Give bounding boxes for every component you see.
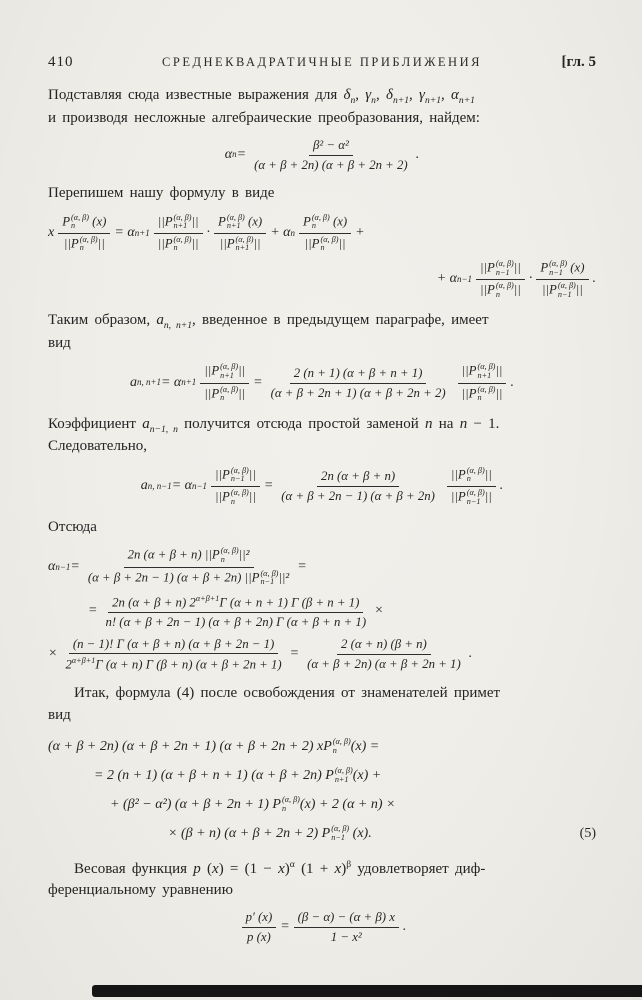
paragraph-substitute-expressions: Подставляя сюда известные выражения для $\delta_n$, $\gamma_n$, $\delta_{n+1}$, $\gamma_{n+1}$, $\alpha_{n+1}$ и производя несложные алгебраические преобразования, найдем:	[48, 87, 480, 126]
paragraph-formula-4-result: Итак, формула (4) после освобождения от знаменателей примет вид	[48, 685, 501, 723]
formula-recurrence-line-1: x P (α, β) n (x) ||P (α, β) n || = α n+1 ||P (α, β) n+1 || ||P (α, β) n || · P (α, β) n+1 (x) ||P (α, β) n+1 || + α n P (α, β) n (x) ||P (α, β) n || +	[48, 212, 365, 253]
formula-alpha-n	[48, 137, 596, 172]
paragraph-a-n-nplus1: Таким образом, $a_{n, n+1}$, введенное в предыдущем параграфе, имеет вид	[48, 312, 489, 352]
scan-edge-artifact	[92, 985, 642, 997]
formula-5-line-4	[48, 821, 596, 847]
running-title: СРЕДНЕКВАДРАТИЧНЫЕ ПРИБЛИЖЕНИЯ	[162, 55, 482, 69]
equation-number-5: (5)	[579, 825, 596, 841]
formula-weight-function-ode	[48, 909, 596, 944]
formula-weight-function-ode-line: p′ (x) p (x) = (β − α) − (α + β) x 1 − x² .	[48, 909, 596, 944]
formula-5-line-2: = 2 (n + 1) (α + β + n + 1) (α + β + 2n) P (α, β) n+1 (x) +	[94, 766, 382, 784]
page-header	[48, 54, 596, 71]
chapter-ref: [гл. 5	[561, 54, 596, 70]
formula-alpha-n-line: α n = β² − α² (α + β + 2n) (α + β + 2n + 2) .	[224, 137, 420, 172]
formula-5-line-1: (α + β + 2n) (α + β + 2n + 1) (α + β + 2n + 2) xP (α, β) n (x) =	[48, 737, 380, 755]
paragraph-coefficient-replacement: Коэффициент $a_{n-1, n}$ получится отсюда простой заменой n на n − 1. Следовательно,	[48, 415, 500, 455]
formula-a-n-nminus1	[48, 466, 596, 506]
page-number: 410	[48, 54, 74, 70]
formula-a-n-nplus1-line: a n, n+1 = α n+1 ||P (α, β) n+1 || ||P (α, β) n || = 2 (n + 1) (α + β + n + 1) (α + β + 2n + 1) (α + β + 2n + 2) ||P (α, β) n+1 || ||P (α, β) n || .	[130, 362, 514, 403]
formula-alpha-nminus1-line-2: = 2n (α + β + n) $2^{\alpha+\beta+1}\Gamma$ (α + n + 1) Γ (β + n + 1) n! (α + β + 2n − 1) (α + β + 2n) Γ (α + β + n + 1) ×	[88, 593, 384, 629]
formula-recurrence-expanded	[48, 213, 596, 300]
formula-5-recurrence-cleared	[48, 734, 596, 847]
paragraph-rewrite-formula: Перепишем нашу формулу в виде	[48, 185, 275, 202]
formula-5-line-4-body: × (β + n) (α + β + 2n + 2) P (α, β) n−1 (x).	[168, 824, 372, 842]
paragraph-hence: Отсюда	[48, 519, 97, 536]
paragraph-weight-function: Весовая функция p $(x) = (1 - x)^\alpha$ $(1 + x)^\beta$ удовлетворяет диф- ференциальному уравнению	[48, 858, 486, 899]
formula-alpha-nminus1-line-1: α n−1 = 2n (α + β + n) ||P (α, β) n ||² (α + β + 2n − 1) (α + β + 2n) ||P (α, β) n−1 ||² =	[48, 546, 307, 587]
formula-alpha-nminus1-derivation	[48, 546, 596, 672]
formula-recurrence-line-2: + α n−1 ||P (α, β) n−1 || ||P (α, β) n || · P (α, β) n−1 (x) ||P (α, β) n−1 || .	[436, 259, 596, 299]
formula-a-n-nminus1-line: a n, n−1 = α n−1 ||P (α, β) n−1 || ||P (α, β) n || = 2n (α + β + n) (α + β + 2n − 1) (α + β + 2n) ||P (α, β) n || ||P (α, β) n−1 || .	[140, 465, 504, 506]
formula-a-n-nplus1	[48, 362, 596, 402]
formula-alpha-nminus1-line-3: × (n − 1)! Γ (α + β + n) (α + β + 2n − 1) $2^{\alpha+\beta+1}\Gamma$ (α + n) Γ (β + n) (α + β + 2n + 1) = 2 (α + n) (β + n) (α + β + 2n) (α + β + 2n + 1) .	[48, 636, 473, 672]
page-content	[48, 54, 596, 955]
formula-5-line-3: + (β² − α²) (α + β + 2n + 1) P (α, β) n (x) + 2 (α + n) ×	[110, 795, 396, 813]
